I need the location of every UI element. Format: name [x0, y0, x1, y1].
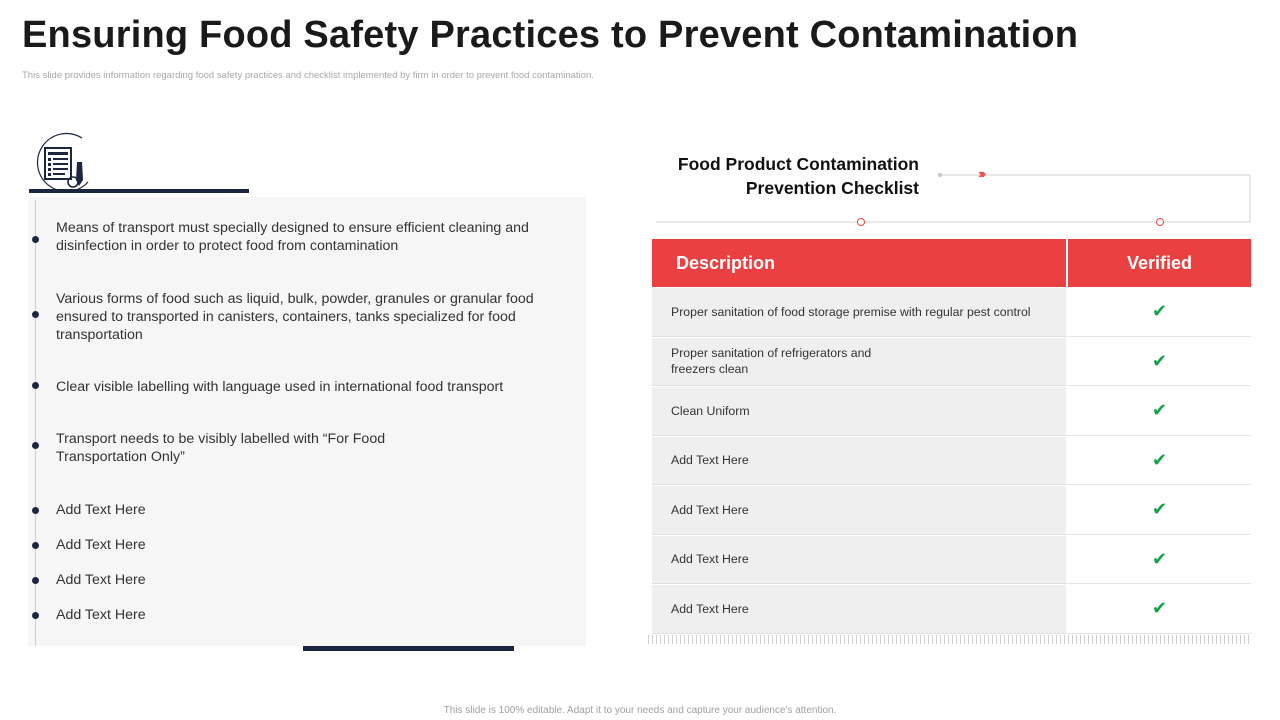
table-row [652, 485, 1251, 535]
row-description: Add Text Here [652, 486, 1068, 535]
table-row [652, 584, 1251, 634]
checklist-table [652, 239, 1251, 634]
table-row [652, 287, 1251, 337]
row-description: Add Text Here [652, 536, 1068, 585]
verified-header: Verified [1126, 252, 1193, 273]
checklist-clipboard-icon [30, 132, 88, 190]
row-description: Add Text Here [652, 585, 1068, 634]
check-icon: ✔ [1068, 387, 1251, 436]
bullet-dot [32, 542, 39, 549]
practice-item: Means of transport must specially designed to ensure efficient cleaning and disinfection in order to protect food from contamination [56, 220, 529, 254]
description-header: Description [652, 239, 1068, 287]
bullet-dot [32, 311, 39, 318]
slide-footer: This slide is 100% editable. Adapt it to your needs and capture your audience's attention. [443, 705, 837, 716]
slide-title: Ensuring Food Safety Practices to Prevent Contamination [22, 14, 1079, 56]
check-icon: ✔ [1068, 536, 1251, 585]
checklist-connector-lines [650, 168, 1260, 230]
table-row [652, 386, 1251, 436]
practice-item: Clear visible labelling with language used in international food transport [56, 379, 504, 395]
practice-item: Add Text Here [56, 502, 146, 518]
row-description: Proper sanitation of refrigerators and freezers clean [652, 338, 1068, 387]
bullet-dot [32, 612, 39, 619]
row-description: Clean Uniform [652, 387, 1068, 436]
check-icon: ✔ [1068, 486, 1251, 535]
accent-bar-top [29, 189, 249, 193]
table-header [652, 239, 1251, 287]
practice-item: Add Text Here [56, 537, 146, 553]
check-icon: ✔ [1068, 437, 1251, 486]
bullet-dot [32, 507, 39, 514]
bullet-dot [32, 442, 39, 449]
bullet-dot [32, 236, 39, 243]
slide-subtitle: This slide provides information regarding food safety practices and checklist implemented by firm in order to prevent food contamination. [22, 70, 594, 81]
table-row [652, 337, 1251, 387]
bullet-dot [32, 577, 39, 584]
practice-item: Transport needs to be visibly labelled with “For Food Transportation Only” [56, 431, 386, 465]
accent-bar-bottom [303, 646, 514, 651]
chevron-arrows-icon: ›››› [978, 166, 984, 181]
practice-item: Add Text Here [56, 607, 146, 623]
check-icon: ✔ [1068, 288, 1251, 337]
row-description: Add Text Here [652, 437, 1068, 486]
checklist-title-line2: Prevention Checklist [745, 178, 919, 198]
practice-item: Various forms of food such as liquid, bulk, powder, granules or granular food ensured to transported in canisters, containers, tanks specialized for food transportation [56, 291, 534, 343]
table-tick-border [648, 635, 1252, 644]
check-icon: ✔ [1068, 585, 1251, 634]
row-description: Proper sanitation of food storage premise with regular pest control [652, 288, 1068, 337]
table-row [652, 436, 1251, 486]
checklist-title-line1: Food Product Contamination [677, 154, 919, 174]
practice-item: Add Text Here [56, 572, 146, 588]
bullet-dot [32, 382, 39, 389]
check-icon: ✔ [1068, 338, 1251, 387]
table-row [652, 535, 1251, 585]
